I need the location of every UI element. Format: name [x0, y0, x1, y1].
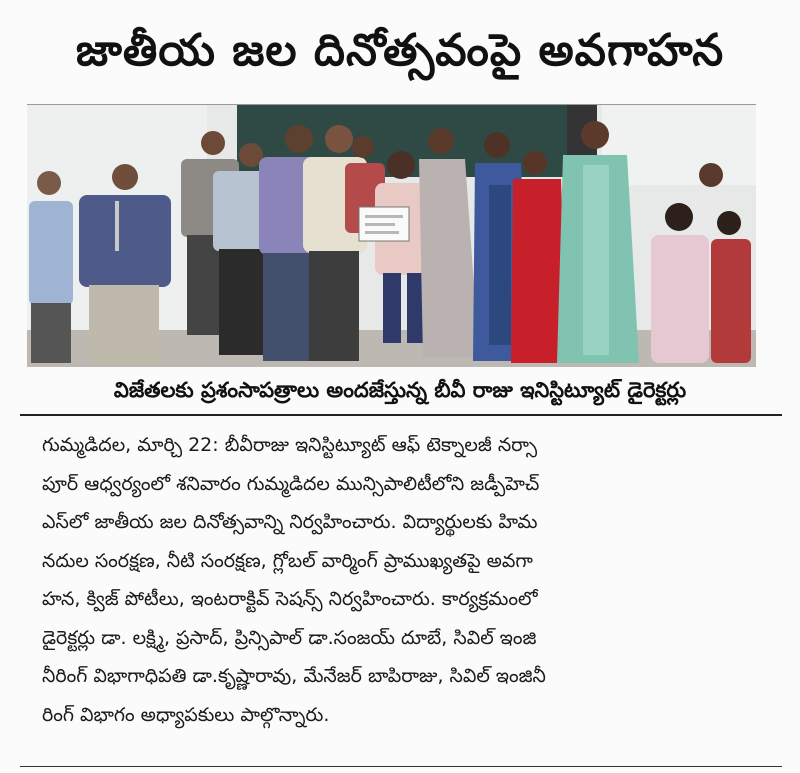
article-line: గుమ్మడిదల, మార్చి 22: బీవీరాజు ఇనిస్టిట్యూట్ ఆఫ్ టెక్నాలజీ నర్సా: [42, 434, 538, 456]
article-line: పూర్ ఆధ్వర్యంలో శనివారం గుమ్మడిదల మున్సిపాలిటీలోని జడ్పీహెచ్: [42, 472, 540, 495]
divider-top: [20, 414, 782, 416]
event-photo: [27, 104, 756, 367]
article-line: ఎస్‌లో జాతీయ జల దినోత్సవాన్ని నిర్వహించారు. విద్యార్థులకు హిమ: [42, 511, 538, 533]
article-body: [42, 426, 762, 734]
photo-caption: విజేతలకు ప్రశంసాపత్రాలు అందజేస్తున్న బీవీ రాజు ఇనిస్టిట్యూట్ డైరెక్టర్లు: [113, 378, 687, 402]
article-line: నీరింగ్ విభాగాధిపతి డా.కృష్ణారావు, మేనేజర్ బాపిరాజు, సివిల్ ఇంజినీ: [42, 665, 546, 687]
person-11: [557, 121, 639, 363]
person-6: [303, 125, 367, 361]
headline: జాతీయ జల దినోత్సవంపై అవగాహన: [75, 25, 725, 76]
article-line: హన, క్విజ్ పోటీలు, ఇంటరాక్టివ్ సెషన్స్ నిర్వహించారు. కార్యక్రమంలో: [42, 588, 538, 610]
article-line: నదుల సంరక్షణ, నీటి సంరక్షణ, గ్లోబల్ వార్మింగ్ ప్రాముఖ్యతపై అవగా: [42, 549, 533, 572]
divider-bottom: [20, 766, 782, 767]
article-line: రింగ్ విభాగం అధ్యాపకులు పాల్గొన్నారు.: [42, 703, 330, 726]
article-line: డైరెక్టర్లు డా. లక్ష్మి, ప్రసాద్, ప్రిన్సిపాల్ డా.సంజయ్ దూబే, సివిల్ ఇంజి: [42, 626, 537, 649]
